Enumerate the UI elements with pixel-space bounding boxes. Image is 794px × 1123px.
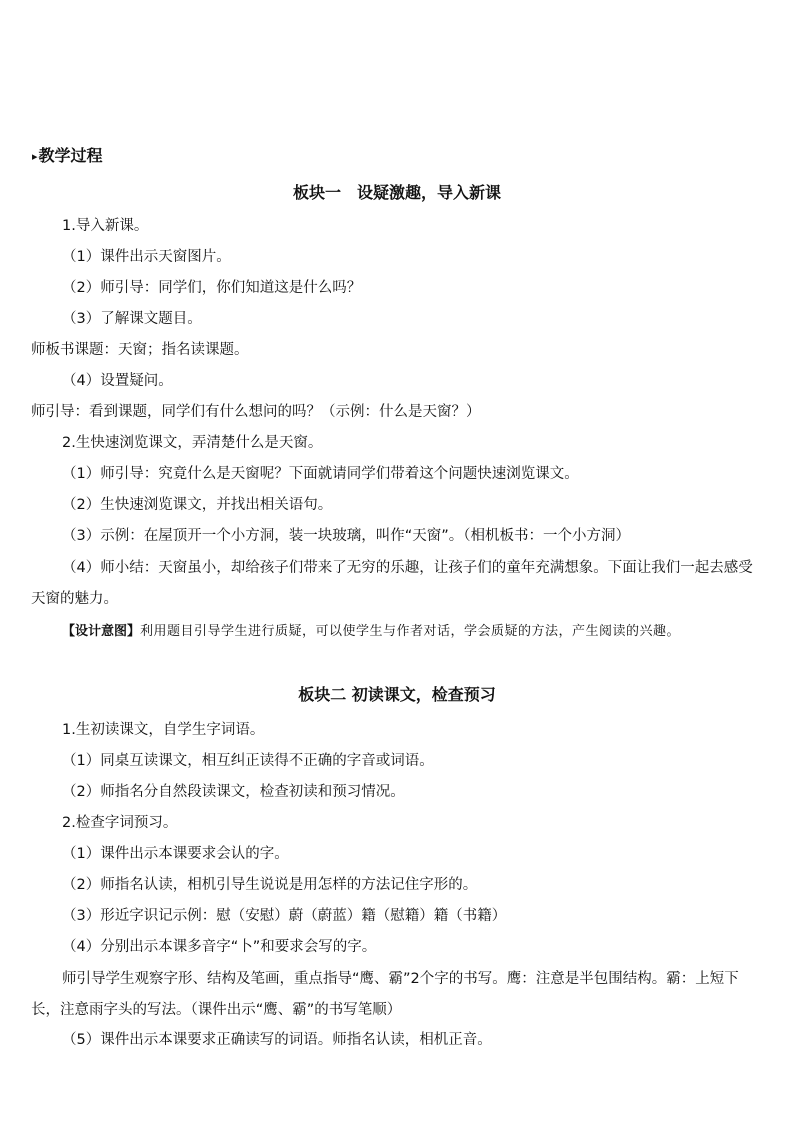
design-intent-label: 【设计意图】 xyxy=(62,624,141,639)
block1-line-4: （3）了解课文题目。 xyxy=(62,311,202,327)
block1-line-10: （2）生快速浏览课文，并找出相关语句。 xyxy=(62,497,333,513)
block2-line-4: 2.检查字词预习。 xyxy=(62,815,178,831)
block2-line-3: （2）师指名分自然段读课文，检查初读和预习情况。 xyxy=(62,784,405,800)
block1-line-2: （1）课件出示天窗图片。 xyxy=(62,249,231,265)
block1-line-11: （3）示例：在屋顶开一个小方洞，装一块玻璃，叫作“天窗”。（相机板书：一个小方洞） xyxy=(62,528,630,544)
block1-line-5: 师板书课题：天窗；指名读课题。 xyxy=(31,342,249,358)
block1-title: 板块一 设疑激趣，导入新课 xyxy=(292,183,501,202)
block1-line-3: （2）师引导：同学们，你们知道这是什么吗？ xyxy=(62,280,362,296)
block2-line-1: 1.生初读课文，自学生字词语。 xyxy=(62,722,265,738)
section-heading xyxy=(32,145,103,168)
block2-line-7: （3）形近字识记示例：慰（安慰）蔚（蔚蓝）籍（慰籍）籍（书籍） xyxy=(62,908,507,924)
block1-line-8: 2.生快速浏览课文，弄清楚什么是天窗。 xyxy=(62,435,323,451)
design-intent xyxy=(31,616,761,647)
design-intent-text: 利用题目引导学生进行质疑，可以使学生与作者对话，学会质疑的方法，产生阅读的兴趣。 xyxy=(140,624,681,639)
section-heading-text: 教学过程 xyxy=(38,146,103,165)
block1-line-6: （4）设置疑问。 xyxy=(62,373,173,389)
block2-line-2: （1）同桌互读课文，相互纠正读得不正确的字音或词语。 xyxy=(62,753,434,769)
block2-line-8: （4）分别出示本课多音字“卜”和要求会写的字。 xyxy=(62,939,377,955)
block1-line-7: 师引导：看到课题，同学们有什么想问的吗？（示例：什么是天窗？） xyxy=(31,404,481,420)
block2-last-line: （5）课件出示本课要求正确读写的词语。师指名认读，相机正音。 xyxy=(62,1032,492,1048)
block1-line-9: （1）师引导：究竟什么是天窗呢？下面就请同学们带着这个问题快速浏览课文。 xyxy=(62,466,579,482)
block2-line-6: （2）师指名认读，相机引导生说说是用怎样的方法记住字形的。 xyxy=(62,877,478,893)
block2-guide-paragraph: 师引导学生观察字形、结构及笔画，重点指导“鹰、霸”2个字的书写。鹰：注意是半包围结构。霸：上短下长，注意雨字头的写法。（课件出示“鹰、霸”的书写笔顺） xyxy=(31,971,739,1018)
block2-line-5: （1）课件出示本课要求会认的字。 xyxy=(62,846,289,862)
block1-summary: （4）师小结：天窗虽小，却给孩子们带来了无穷的乐趣，让孩子们的童年充满想象。下面让我们一起去感受天窗的魅力。 xyxy=(31,560,753,607)
triangle-marker-icon: ▸ xyxy=(32,150,38,163)
block1-line-1: 1.导入新课。 xyxy=(62,218,149,234)
block2-title: 板块二 初读课文，检查预习 xyxy=(298,685,496,704)
